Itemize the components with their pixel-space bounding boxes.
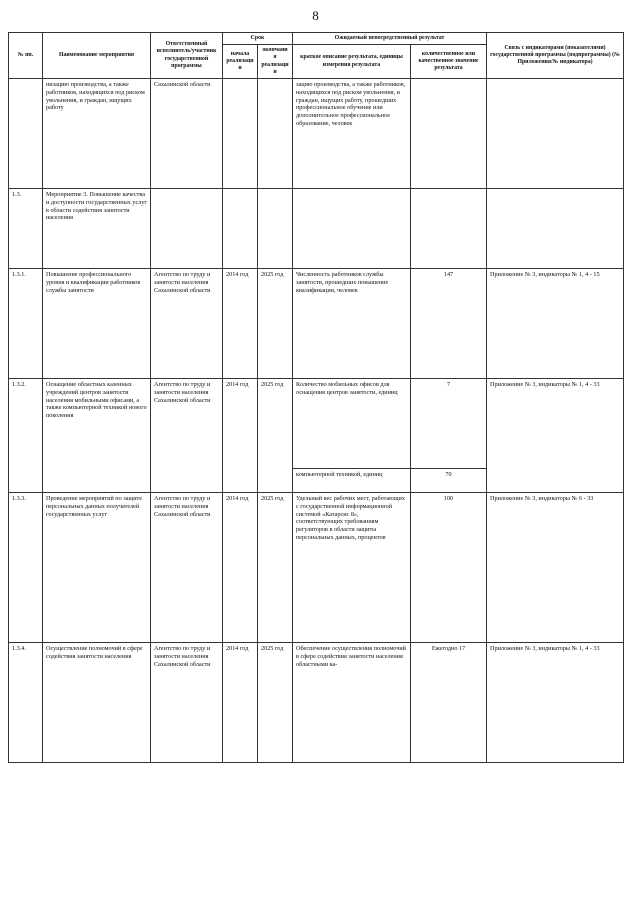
row-end xyxy=(258,189,293,269)
header-term: Срок xyxy=(223,33,293,45)
row-result-value xyxy=(411,189,487,269)
row-name: Мероприятие 3. Повышение качества и доступности государственных услуг в области содействия занятости населения xyxy=(43,189,151,269)
table-row xyxy=(9,79,624,189)
row-result-value: 100 xyxy=(411,493,487,643)
table-row xyxy=(9,189,624,269)
row-end: 2025 год xyxy=(258,379,293,493)
table-row xyxy=(9,493,624,643)
table-row xyxy=(9,379,624,469)
row-name: Проведение мероприятий по защите персональных данных получателей государственных услуг xyxy=(43,493,151,643)
row-result-value: 7 xyxy=(411,379,487,469)
row-num: 1.3.3. xyxy=(9,493,43,643)
row-link: Приложение № 3, индикаторы № 1, 4 - 15 xyxy=(487,269,624,379)
row-result-value: Ежегодно 17 xyxy=(411,643,487,763)
row-executor: Сахалинской области xyxy=(151,79,223,189)
row-executor xyxy=(151,189,223,269)
row-result-desc: Численность работников службы занятости, прошедших повышение квалификации, человек xyxy=(293,269,411,379)
row-result-value: 147 xyxy=(411,269,487,379)
row-end: 2025 год xyxy=(258,269,293,379)
row-link: Приложение № 3, индикаторы № 1, 4 - 33 xyxy=(487,643,624,763)
header-result-value: количественное или качественное значение результата xyxy=(411,45,487,79)
row-result-desc: зацию производства, а также работников, находящихся под риском увольнения, и граждан, ищущих работу, прошедших профессиональное обучение или дополнительное профессиональное образование, человек xyxy=(293,79,411,189)
row-result-value-2: 70 xyxy=(411,469,487,493)
row-link xyxy=(487,189,624,269)
row-result-desc-2: компьютерной техникой, единиц xyxy=(293,469,411,493)
row-result-desc: Количество мобильных офисов для оснащения центров занятости, единиц xyxy=(293,379,411,469)
measures-table xyxy=(8,32,624,763)
row-executor: Агентство по труду и занятости населения Сахалинской области xyxy=(151,643,223,763)
row-start xyxy=(223,189,258,269)
row-link: Приложение № 3, индикаторы № 1, 4 - 33 xyxy=(487,379,624,493)
row-result-desc xyxy=(293,189,411,269)
row-num xyxy=(9,79,43,189)
row-link: Приложение № 3, индикаторы № 6 - 33 xyxy=(487,493,624,643)
row-executor: Агентство по труду и занятости населения Сахалинской области xyxy=(151,493,223,643)
row-start xyxy=(223,79,258,189)
row-start: 2014 год xyxy=(223,493,258,643)
row-num: 1.3. xyxy=(9,189,43,269)
row-result-desc: Удельный вес рабочих мест, работающих с государственной информационной системой «Катарсис 8», соответствующих требованиям регуляторов в области защиты персональных данных, процентов xyxy=(293,493,411,643)
row-name: Оснащение областных казенных учреждений центров занятости населения мобильными офисами, а также компьютерной техникой нового поколения xyxy=(43,379,151,493)
table-row xyxy=(9,269,624,379)
row-name: Осуществление полномочий в сфере содействия занятости населения xyxy=(43,643,151,763)
row-result-desc: Обеспечение осуществления полномочий в сфере содействия занятости населения областными ка- xyxy=(293,643,411,763)
header-name: Наименование мероприятия xyxy=(43,33,151,79)
row-result-value xyxy=(411,79,487,189)
row-num: 1.3.1. xyxy=(9,269,43,379)
row-executor: Агентство по труду и занятости населения Сахалинской области xyxy=(151,379,223,493)
row-start: 2014 год xyxy=(223,269,258,379)
row-name: низацию производства, а также работников, находящихся под риском увольнения, и граждан, ищущих работу xyxy=(43,79,151,189)
table-header xyxy=(9,33,624,79)
header-term-end: окончания реализации xyxy=(258,45,293,79)
header-link: Связь с индикаторами (показателями) государственной программы (подпрограммы) (№ Приложения/№ индикатора) xyxy=(487,33,624,79)
header-result: Ожидаемый непосредственный результат xyxy=(293,33,487,45)
row-end: 2025 год xyxy=(258,643,293,763)
row-start: 2014 год xyxy=(223,379,258,493)
header-term-start: начала реализации xyxy=(223,45,258,79)
row-name: Повышение профессионального уровня и квалификации работников службы занятости xyxy=(43,269,151,379)
row-link xyxy=(487,79,624,189)
row-end: 2025 год xyxy=(258,493,293,643)
header-executor: Ответственный исполнитель/участник государственной программы xyxy=(151,33,223,79)
table-body xyxy=(9,79,624,763)
table-row xyxy=(9,643,624,763)
page-number: 8 xyxy=(312,8,319,23)
row-end xyxy=(258,79,293,189)
row-num: 1.3.2. xyxy=(9,379,43,493)
row-num: 1.3.4. xyxy=(9,643,43,763)
header-result-desc: краткое описание результата, единицы измерения результата xyxy=(293,45,411,79)
row-start: 2014 год xyxy=(223,643,258,763)
header-num: № пп. xyxy=(9,33,43,79)
row-executor: Агентство по труду и занятости населения Сахалинской области xyxy=(151,269,223,379)
